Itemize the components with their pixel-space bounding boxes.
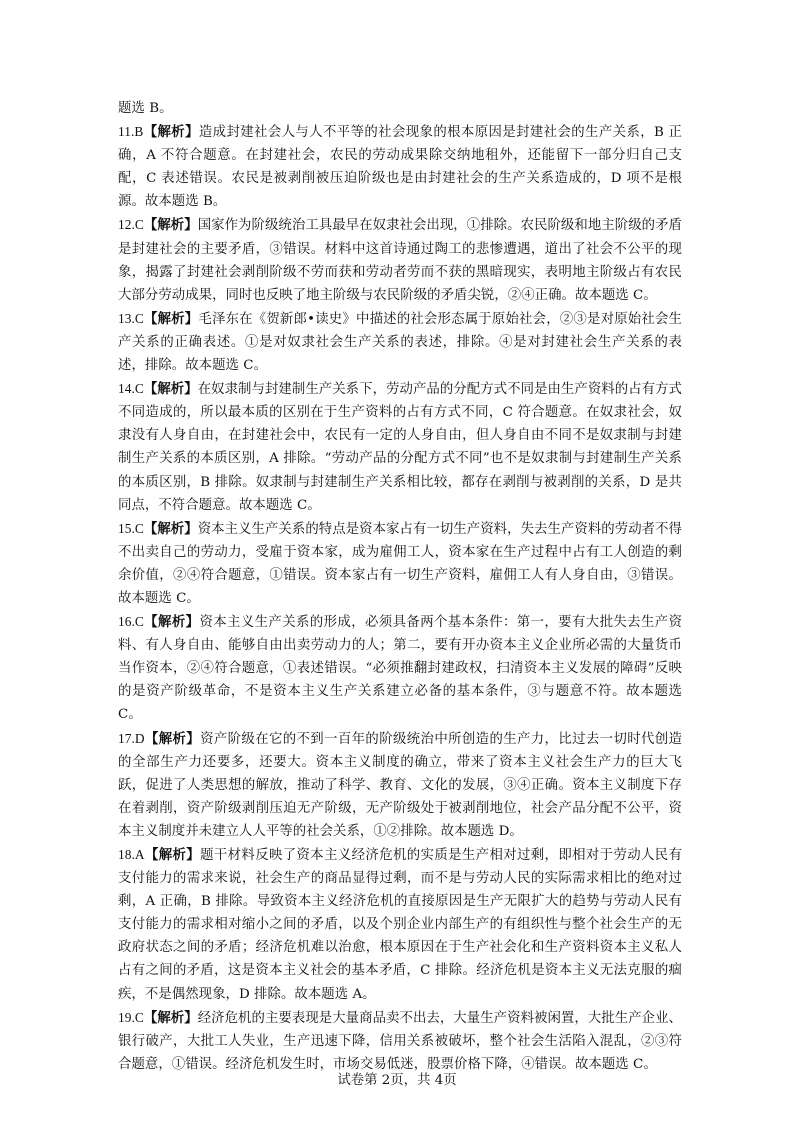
analysis-tag: 【解析】 — [143, 217, 198, 234]
analysis-text: 资本主义生产关系的形成，必须具备两个基本条件：第一，要有大批失去生产资料、有人身自由、能够自由出卖劳动力的人；第二，要有开办资本主义企业所必需的大量货币当作资本，②④符合题意，①表述错误。“必须推翻封建政权，扫清资本主义发展的障碍”反映的是资产阶级革命，不是资本主义生产关系建立必备的基本条件，③与题意不符。故本题选 C。 — [118, 615, 683, 723]
answer-item-13 — [118, 307, 682, 377]
page-footer: 试卷第 2页，共 4页 — [337, 1073, 457, 1088]
answer-item-17 — [118, 727, 682, 843]
analysis-text: 在奴隶制与封建制生产关系下，劳动产品的分配方式不同是由生产资料的占有方式不同造成的，所以最本质的区别在于生产资料的占有方式不同，C 符合题意。在奴隶社会，奴隶没有人身自由，在封建社会中，农民有一定的人身自由，但人身自由不同不是奴隶制与封建制生产关系的本质区别，A 排除。“劳动产品的分配方式不同”也不是奴隶制与封建制生产关系的本质区别，B 排除。奴隶制与封建制生产关系相比较，都存在剥削与被剥削的关系，D 是共同点，不符合题意。故本题选 C。 — [118, 382, 682, 513]
analysis-text: 造成封建社会人与人不平等的社会现象的根本原因是封建社会的生产关系，B 正确，A 不符合题意。在封建社会，农民的劳动成果除交纳地租外，还能留下一部分归自己支配，C 表述错误。农民是被剥削被压迫阶级也是由封建社会的生产关系造成的，D 项不是根源。故本题选 B。 — [118, 125, 682, 210]
analysis-tag: 【解析】 — [143, 1009, 198, 1026]
analysis-text: 题干材料反映了资本主义经济危机的实质是生产相对过剩，即相对于劳动人民有支付能力的需求来说，社会生产的商品显得过剩，而不是与劳动人民的实际需求相比的绝对过剩，A 正确，B 排除。导致资本主义经济危机的直接原因是生产无限扩大的趋势与劳动人民有支付能力的需求相对缩小之间的矛盾，以及个别企业内部生产的有组织性与整个社会生产的无政府状态之间的矛盾；经济危机难以治愈，根本原因在于生产社会化和生产资料资本主义私人占有之间的矛盾，这是资本主义社会的基本矛盾，C 排除。经济危机是资本主义无法克服的痼疾，不是偶然现象，D 排除。故本题选 A。 — [118, 848, 683, 1002]
analysis-tag: 【解析】 — [143, 310, 199, 327]
answer-explanations — [118, 97, 682, 1076]
answer-item-19 — [118, 1006, 682, 1076]
question-number: 18.A — [118, 847, 145, 862]
analysis-text: 资本主义生产关系的特点是资本家占有一切生产资料，失去生产资料的劳动者不得不出卖自己的劳动力，受雇于资本家，成为雇佣工人，资本家在生产过程中占有工人创造的剩余价值，②④符合题意，①错误。资本家占有一切生产资料，雇佣工人有人身自由，③错误。故本题选 C。 — [118, 521, 682, 606]
question-number: 15.C — [118, 520, 144, 536]
analysis-tag: 【解析】 — [144, 847, 201, 863]
analysis-text: 经济危机的主要表现是大量商品卖不出去，大量生产资料被闲置，大批生产企业、银行破产，大批工人失业，生产迅速下降，信用关系被破坏，整个社会生活陷入混乱，②③符合题意，①错误。经济危机发生时，市场交易低迷，股票价格下降，④错误。故本题选 C。 — [118, 1010, 682, 1072]
answer-item-15 — [118, 517, 682, 610]
question-number: 13.C — [118, 310, 144, 326]
question-number: 12.C — [118, 217, 144, 233]
analysis-tag: 【解析】 — [143, 124, 199, 141]
answer-item-14 — [118, 377, 682, 517]
answer-item-11 — [118, 120, 682, 213]
answer-item-16 — [118, 610, 682, 726]
analysis-tag: 【解析】 — [144, 730, 201, 747]
question-number: 11.B — [118, 124, 144, 140]
question-number: 17.D — [118, 730, 145, 746]
question-number: 16.C — [118, 614, 144, 630]
analysis-text: 资产阶级在它的不到一百年的阶级统治中所创造的生产力，比过去一切时代创造的全部生产力还要多，还要大。资本主义制度的确立，带来了资本主义社会生产力的巨大飞跃，促进了人类思想的解放，推动了科学、教育、文化的发展，③④正确。资本主义制度下存在着剥削，资产阶级剥削压迫无产阶级，无产阶级处于被剥削地位，社会产品分配不公平，资本主义制度并未建立人人平等的社会关系，①②排除。故本题选 D。 — [118, 731, 683, 839]
continued-text: 题选 B。 — [118, 101, 173, 116]
analysis-tag: 【解析】 — [143, 614, 200, 631]
analysis-text: 国家作为阶级统治工具最早在奴隶社会出现，①排除。农民阶级和地主阶级的矛盾是封建社会的主要矛盾，③错误。材料中这首诗通过陶工的悲惨遭遇，道出了社会不公平的现象，揭露了封建社会剥削阶级不劳而获和劳动者劳而不获的黑暗现实，表明地主阶级占有农民大部分劳动成果，同时也反映了地主阶级与农民阶级的矛盾尖锐，②④正确。故本题选 C。 — [118, 218, 682, 303]
answer-item-12 — [118, 213, 682, 306]
question-number: 14.C — [118, 381, 144, 397]
analysis-tag: 【解析】 — [143, 381, 198, 398]
answer-item-18 — [118, 843, 682, 1006]
analysis-tag: 【解析】 — [143, 520, 198, 537]
analysis-text: 毛泽东在《贺新郎•读史》中描述的社会形态属于原始社会，②③是对原始社会生产关系的正确表述。①是对奴隶社会生产关系的表述，排除。④是对封建社会生产关系的表述，排除。故本题选 C。 — [118, 311, 682, 374]
question-number: 19.C — [118, 1009, 144, 1025]
